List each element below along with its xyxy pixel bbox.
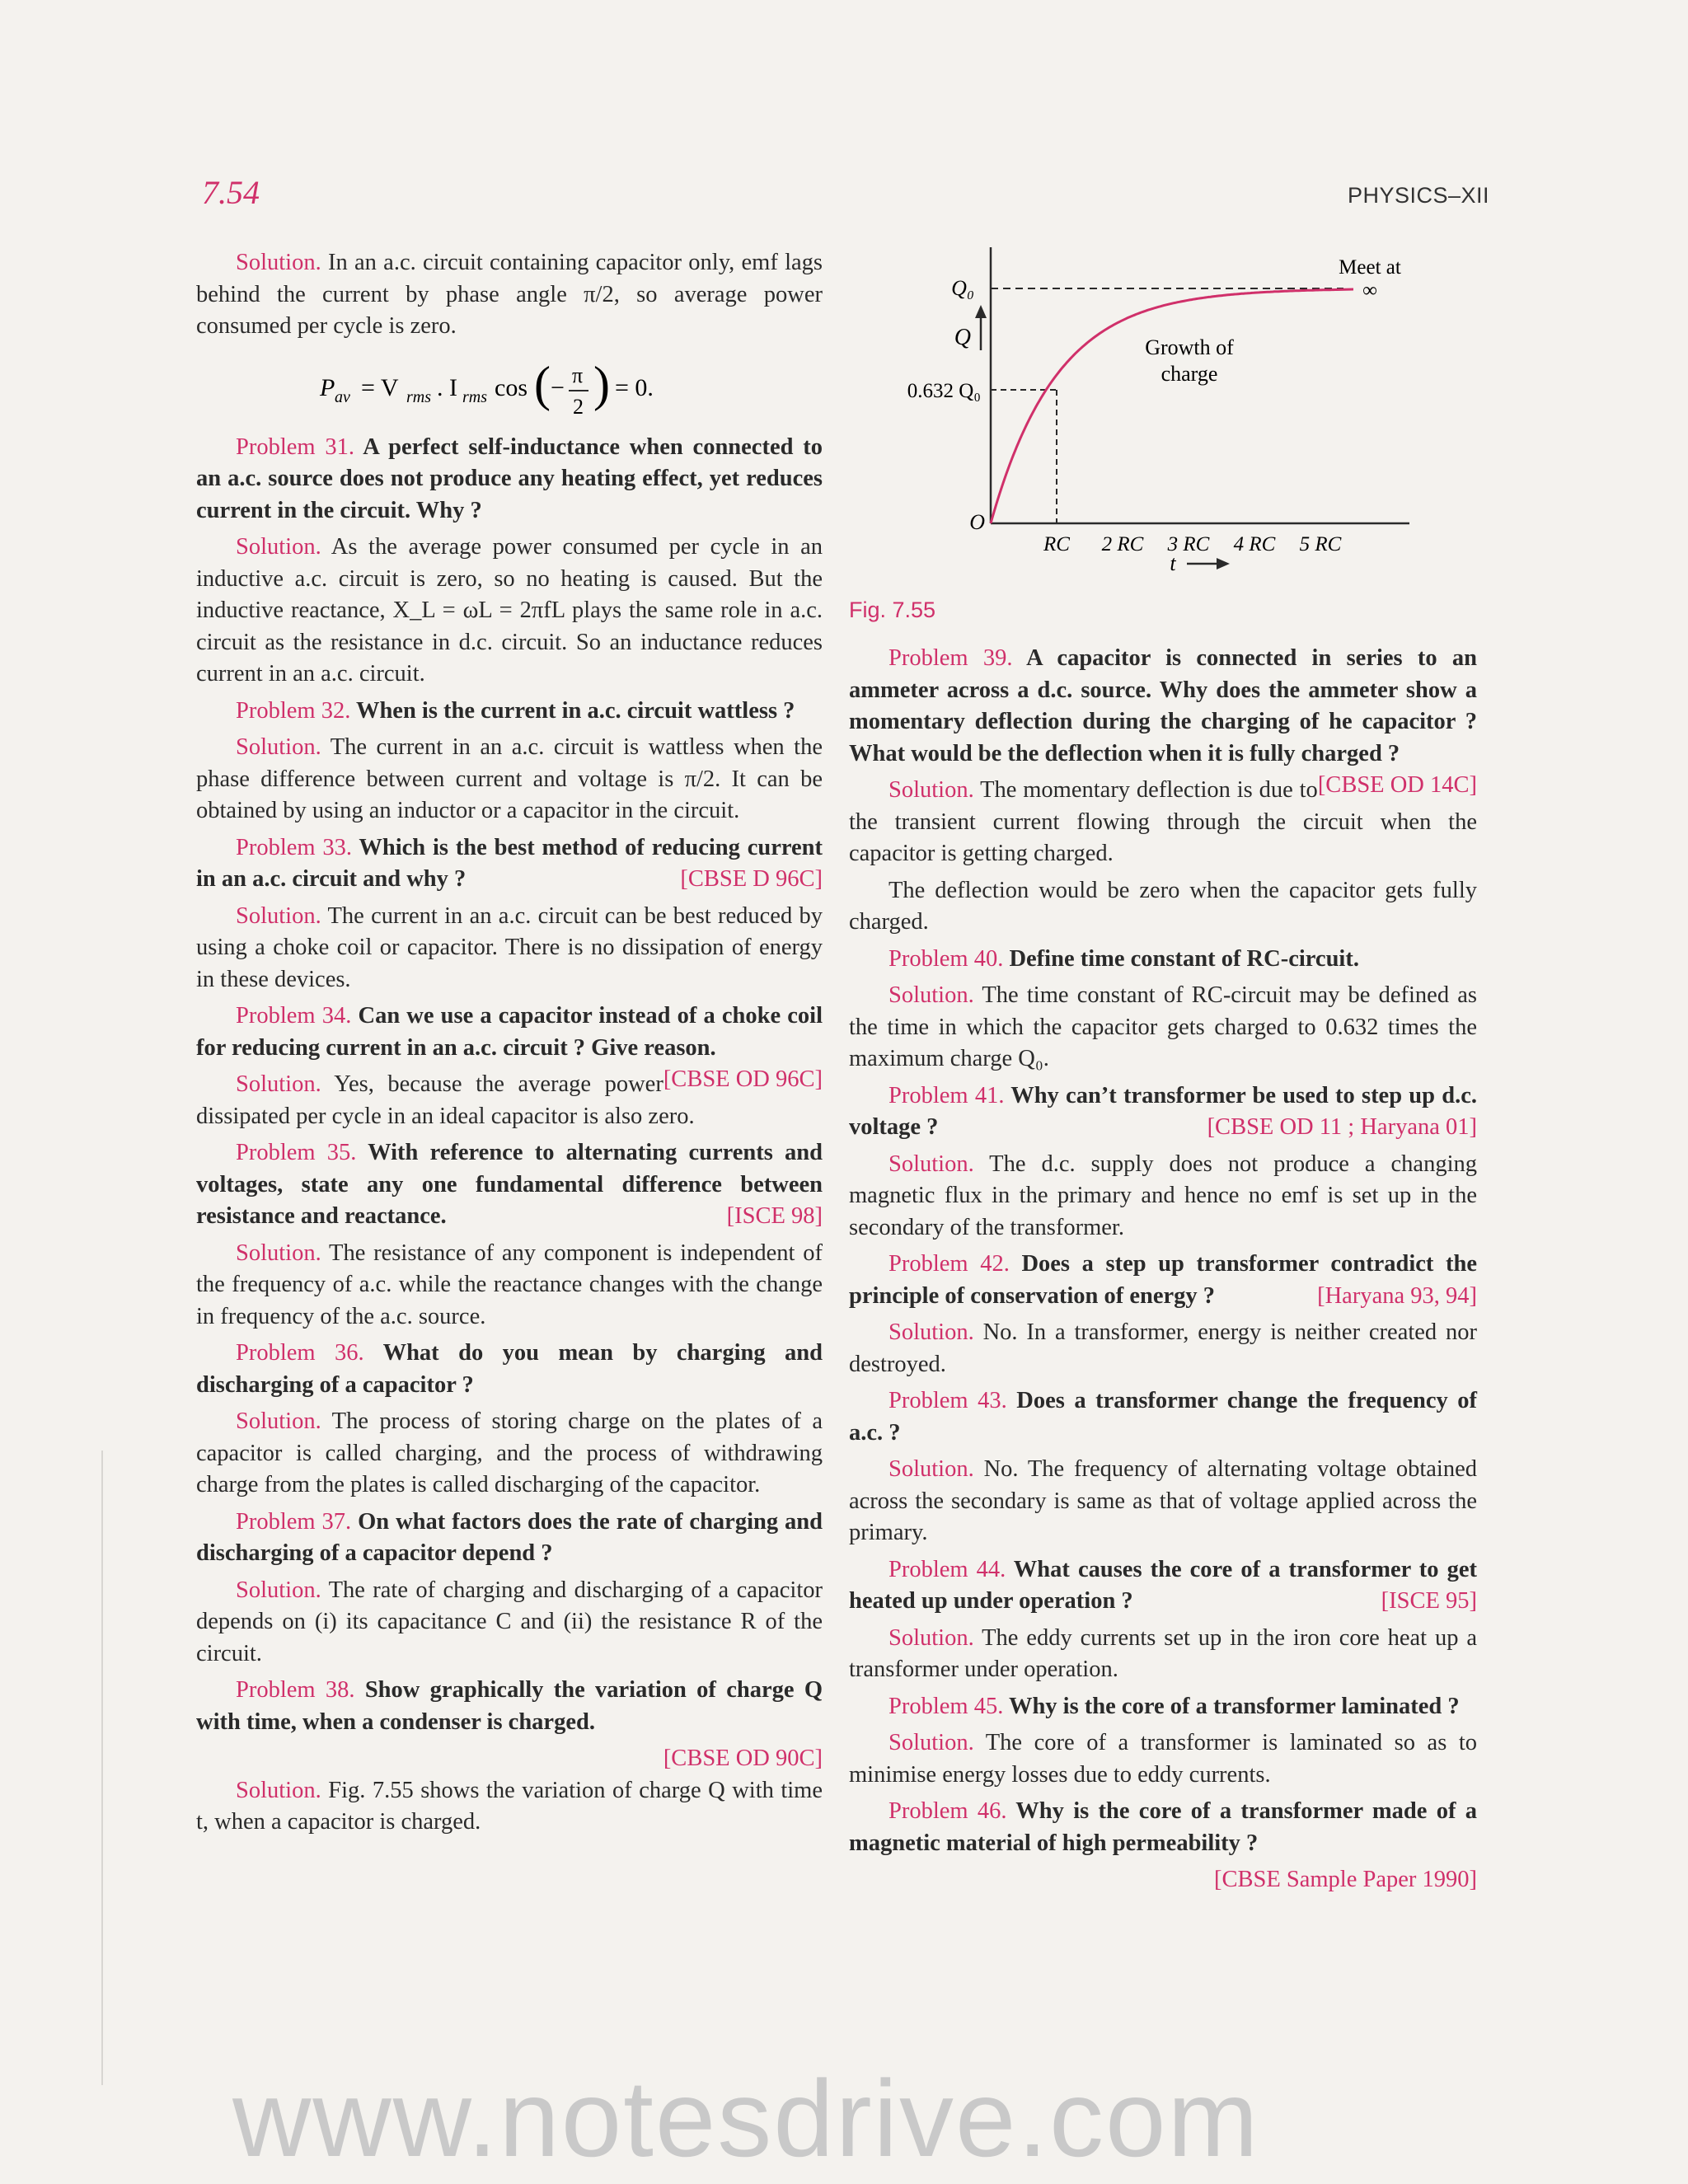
ref-tag: [CBSE D 96C] <box>680 866 823 892</box>
x-tick-label: 2 RC <box>1101 533 1144 555</box>
problem-37: Problem 37. On what factors does the rate of charging and discharging of a capacitor depend ? Solution. The rate of charging and discharging of a capacitor depends on (i) its capacitance C and (ii) the resistance R of the circuit. <box>196 1508 823 1666</box>
meet-label-line2: ∞ <box>1362 279 1377 302</box>
power-formula <box>196 354 823 420</box>
charge-growth-graph <box>849 239 1426 593</box>
ref-tag: [CBSE OD 14C] <box>1317 772 1477 798</box>
ref-tag: [Haryana 93, 94] <box>1317 1282 1477 1309</box>
curve-label-line2: charge <box>1160 362 1218 386</box>
problem-40: Problem 40. Define time constant of RC-circuit. Solution. The time constant of RC-circuit may be defined as the time in which the capacitor gets charged to 0.632 times the maximum charge Q₀. <box>849 945 1477 1071</box>
x-arrow-head <box>1217 558 1230 569</box>
svg-text:2: 2 <box>573 394 584 419</box>
problem-31: Problem 31. A perfect self-inductance when connected to an a.c. source does not produce any heating effect, yet reduces current in the circuit. Why ? Solution. As the average power consumed per cycle in an inductive a.c. circuit is zero, so no heating is caused. But the inductive reactance, X_L = ωL = 2πfL plays the same role in a.c. circuit as the resistance in d.c. circuit. So an inductance reduces current in an a.c. circuit. <box>196 434 823 687</box>
svg-text:rms: rms <box>462 387 488 406</box>
svg-text:): ) <box>593 356 610 411</box>
svg-text:−: − <box>551 373 565 401</box>
ref-tag: [ISCE 95] <box>1381 1588 1477 1614</box>
svg-text:(: ( <box>534 356 551 411</box>
left-column <box>196 247 823 1844</box>
problem-35: Problem 35. With reference to alternating currents and voltages, state any one fundamental difference between resistance and reactance. [ISCE 98] Solution. The resistance of any component is independent of the frequency of a.c. while the reactance changes with the change in frequency of the a.c. source. <box>196 1140 823 1329</box>
problem-45: Problem 45. Why is the core of a transformer laminated ? Solution. The core of a transformer is laminated so as to minimise energy losses due to eddy currents. <box>849 1693 1477 1788</box>
problem-34: Problem 34. Can we use a capacitor instead of a choke coil for reducing current in an a.c. circuit ? Give reason. [CBSE OD 96C] Solution. Yes, because the average power dissipated per cycle in an ideal capacitor is also zero. <box>196 1003 823 1129</box>
svg-text:= V: = V <box>361 373 399 401</box>
problem-41: Problem 41. Why can’t transformer be used to step up d.c. voltage ? [CBSE OD 11 ; Haryana 01] Solution. The d.c. supply does not produce a changing magnetic flux in the primary and hence no emf is set up in the secondary of the transformer. <box>849 1082 1478 1240</box>
problem-32: Problem 32. When is the current in a.c. circuit wattless ? Solution. The current in an a.c. circuit is wattless when the phase difference between current and voltage is π/2. It can be obtained by using an inductor or a capacitor in the circuit. <box>196 697 823 823</box>
x-tick-label: 3 RC <box>1167 533 1210 555</box>
svg-text:= 0.: = 0. <box>615 373 654 401</box>
running-head: PHYSICS–XII <box>1348 183 1490 208</box>
svg-text:rms: rms <box>406 387 432 406</box>
meet-label-line1: Meet at <box>1339 256 1401 279</box>
figure-caption: Fig. 7.55 <box>849 598 936 622</box>
y-axis-label: Q <box>954 325 971 350</box>
problem-42: Problem 42. Does a step up transformer contradict the principle of conservation of energy ? [Haryana 93, 94] Solution. No. In a transformer, energy is neither created nor destroyed. <box>849 1251 1477 1377</box>
origin-label: O <box>969 510 985 534</box>
right-column <box>849 643 1477 1896</box>
charge-growth-figure <box>849 239 1426 593</box>
ref-tag: [CBSE Sample Paper 1990] <box>1213 1867 1477 1892</box>
problem-46: Problem 46. Why is the core of a transformer made of a magnetic material of high permeability ? [CBSE Sample Paper 1990] <box>849 1796 1477 1896</box>
ref-tag: [ISCE 98] <box>726 1203 823 1229</box>
x-axis-label: t <box>1170 551 1176 575</box>
q632-label: 0.632 Q₀ <box>907 380 981 402</box>
x-tick-label: RC <box>1043 533 1070 555</box>
ref-tag: [CBSE OD 11 ; Haryana 01] <box>1207 1114 1477 1140</box>
curve-label-line1: Growth of <box>1145 335 1234 359</box>
x-tick-label: 5 RC <box>1299 533 1342 555</box>
x-tick-label: 4 RC <box>1233 533 1276 555</box>
charge-growth-curve <box>991 289 1353 523</box>
problem-33: Problem 33. Which is the best method of reducing current in an a.c. circuit and why ? [CBSE D 96C] Solution. The current in an a.c. circuit can be best reduced by using a choke coil or capacitor. There is no dissipation of energy in these devices. <box>196 834 823 992</box>
problem-39: Problem 39. A capacitor is connected in series to an ammeter across a d.c. source. Why does the ammeter show a momentary deflection during the charging of he capacitor ? What would be the deflection when it is fully charged ? [CBSE OD 14C] Solution. The momentary deflection is due to the transient current flowing through the circuit when the capacitor is getting charged. The deflection would be zero when the capacitor gets fully charged. <box>849 645 1477 935</box>
problem-44: Problem 44. What causes the core of a transformer to get heated up under operation ? [ISCE 95] Solution. The eddy currents set up in the iron core heat up a transformer under operation. <box>849 1556 1478 1682</box>
y-arrow-head <box>975 305 987 318</box>
svg-text:P: P <box>320 373 335 401</box>
x-tick-labels <box>1043 533 1342 555</box>
power-formula-svg <box>196 354 823 420</box>
ref-tag: [CBSE OD 96C] <box>663 1066 823 1092</box>
svg-text:cos: cos <box>495 373 528 401</box>
q0-label: Q₀ <box>951 276 974 300</box>
svg-text:π: π <box>572 363 584 387</box>
solution-30: Solution. In an a.c. circuit containing capacitor only, emf lags behind the current by phase angle π/2, so average power consumed per cycle is zero. <box>196 250 823 339</box>
watermark: www.notesdrive.com <box>232 2058 1260 2179</box>
problem-43: Problem 43. Does a transformer change the frequency of a.c. ? Solution. No. The frequency of alternating voltage obtained across the secondary is same as that of voltage applied across the primary. <box>849 1388 1477 1545</box>
problem-36: Problem 36. What do you mean by charging and discharging of a capacitor ? Solution. The process of storing charge on the plates of a capacitor is called charging, and the process of withdrawing charge from the plates is called discharging of the capacitor. <box>196 1340 823 1497</box>
svg-text:. I: . I <box>437 373 457 401</box>
page-edge-line <box>101 1451 103 2085</box>
problem-38: Problem 38. Show graphically the variation of charge Q with time, when a condenser is charged. [CBSE OD 90C] Solution. Fig. 7.55 shows the variation of charge Q with time t, when a capacitor is charged. <box>196 1677 823 1835</box>
svg-text:av: av <box>335 387 350 406</box>
ref-tag: [CBSE OD 90C] <box>663 1746 823 1771</box>
page-number: 7.54 <box>202 174 260 211</box>
